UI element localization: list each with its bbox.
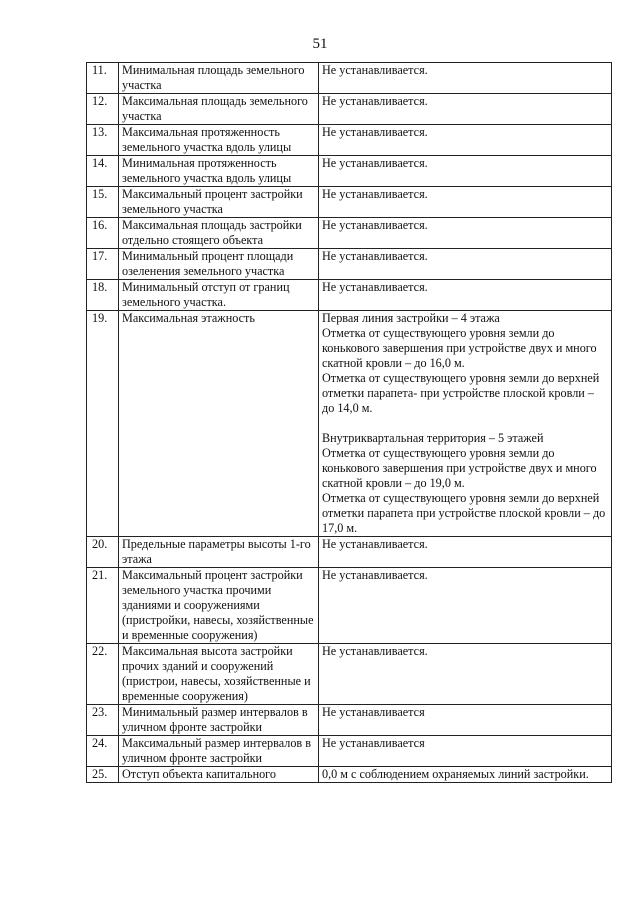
row-number: 19. (87, 311, 119, 537)
table-row (87, 218, 612, 249)
table-row (87, 63, 612, 94)
row-number: 24. (87, 736, 119, 767)
parameter-value (319, 218, 612, 249)
table-row (87, 705, 612, 736)
value-line: Первая линия застройки – 4 этажа (322, 311, 500, 325)
value-line: Не устанавливается. (322, 280, 428, 294)
table-row (87, 767, 612, 783)
parameter-value (319, 94, 612, 125)
row-number: 20. (87, 537, 119, 568)
value-line: Не устанавливается. (322, 125, 428, 139)
value-line: Не устанавливается (322, 736, 425, 750)
row-number: 14. (87, 156, 119, 187)
value-line: Не устанавливается. (322, 63, 428, 77)
table-row (87, 568, 612, 644)
value-line: Отметка от существующего уровня земли до конькового завершения при устройстве двух и много скатной кровли – до 16,0 м. (322, 326, 597, 370)
parameter-name: Минимальная площадь земельного участка (119, 63, 319, 94)
parameter-name: Максимальная площадь земельного участка (119, 94, 319, 125)
parameter-value (319, 249, 612, 280)
value-line: Отметка от существующего уровня земли до конькового завершения при устройстве двух и много скатной кровли – до 19,0 м. (322, 446, 597, 490)
parameter-name: Максимальная этажность (119, 311, 319, 537)
parameter-value (319, 705, 612, 736)
row-number: 18. (87, 280, 119, 311)
table-row (87, 249, 612, 280)
value-line: Отметка от существующего уровня земли до верхней отметки парапета- при устройстве плоской кровли – до 14,0 м. (322, 371, 600, 415)
value-gap (322, 416, 608, 431)
table-row (87, 94, 612, 125)
value-line: Не устанавливается. (322, 218, 428, 232)
table-row (87, 187, 612, 218)
row-number: 23. (87, 705, 119, 736)
table-row (87, 125, 612, 156)
parameter-name: Максимальный процент застройки земельного участка прочими зданиями и сооружениями (пристройки, навесы, хозяйственные и временные сооружения) (119, 568, 319, 644)
parameter-name: Минимальная протяженность земельного участка вдоль улицы (119, 156, 319, 187)
row-number: 11. (87, 63, 119, 94)
parameter-name: Максимальный размер интервалов в уличном фронте застройки (119, 736, 319, 767)
value-line: Отметка от существующего уровня земли до верхней отметки парапета при устройстве плоской кровли – до 17,0 м. (322, 491, 606, 535)
row-number: 15. (87, 187, 119, 218)
row-number: 22. (87, 644, 119, 705)
row-number: 21. (87, 568, 119, 644)
parameter-value (319, 537, 612, 568)
value-line: 0,0 м с соблюдением охраняемых линий застройки. (322, 767, 589, 781)
parameter-value (319, 63, 612, 94)
value-line: Не устанавливается. (322, 644, 428, 658)
parameter-name: Максимальная протяженность земельного участка вдоль улицы (119, 125, 319, 156)
value-line: Не устанавливается. (322, 187, 428, 201)
parameter-name: Отступ объекта капитального (119, 767, 319, 783)
table-row (87, 311, 612, 537)
parameter-name: Минимальный отступ от границ земельного участка. (119, 280, 319, 311)
parameter-value (319, 311, 612, 537)
row-number: 13. (87, 125, 119, 156)
parameter-value (319, 736, 612, 767)
parameter-value (319, 125, 612, 156)
parameter-value (319, 280, 612, 311)
parameters-table (86, 62, 612, 783)
parameter-value (319, 644, 612, 705)
table-row (87, 280, 612, 311)
value-line: Не устанавливается. (322, 568, 428, 582)
value-line: Не устанавливается. (322, 94, 428, 108)
table-row (87, 156, 612, 187)
row-number: 25. (87, 767, 119, 783)
parameter-value (319, 767, 612, 783)
table-row (87, 537, 612, 568)
row-number: 16. (87, 218, 119, 249)
parameter-value (319, 187, 612, 218)
table-row (87, 644, 612, 705)
value-line: Не устанавливается. (322, 156, 428, 170)
parameter-name: Максимальная площадь застройки отдельно стоящего объекта (119, 218, 319, 249)
row-number: 17. (87, 249, 119, 280)
value-line: Не устанавливается (322, 705, 425, 719)
value-line: Не устанавливается. (322, 249, 428, 263)
parameter-value (319, 156, 612, 187)
row-number: 12. (87, 94, 119, 125)
parameter-name: Минимальный размер интервалов в уличном фронте застройки (119, 705, 319, 736)
parameter-name: Максимальная высота застройки прочих зданий и сооружений (пристрои, навесы, хозяйственные и временные сооружения) (119, 644, 319, 705)
parameter-name: Предельные параметры высоты 1-го этажа (119, 537, 319, 568)
parameter-name: Максимальный процент застройки земельного участка (119, 187, 319, 218)
page-number: 51 (312, 36, 328, 52)
value-line: Внутриквартальная территория – 5 этажей (322, 431, 544, 445)
value-line: Не устанавливается. (322, 537, 428, 551)
parameter-value (319, 568, 612, 644)
table-row (87, 736, 612, 767)
parameter-name: Минимальный процент площади озеленения земельного участка (119, 249, 319, 280)
